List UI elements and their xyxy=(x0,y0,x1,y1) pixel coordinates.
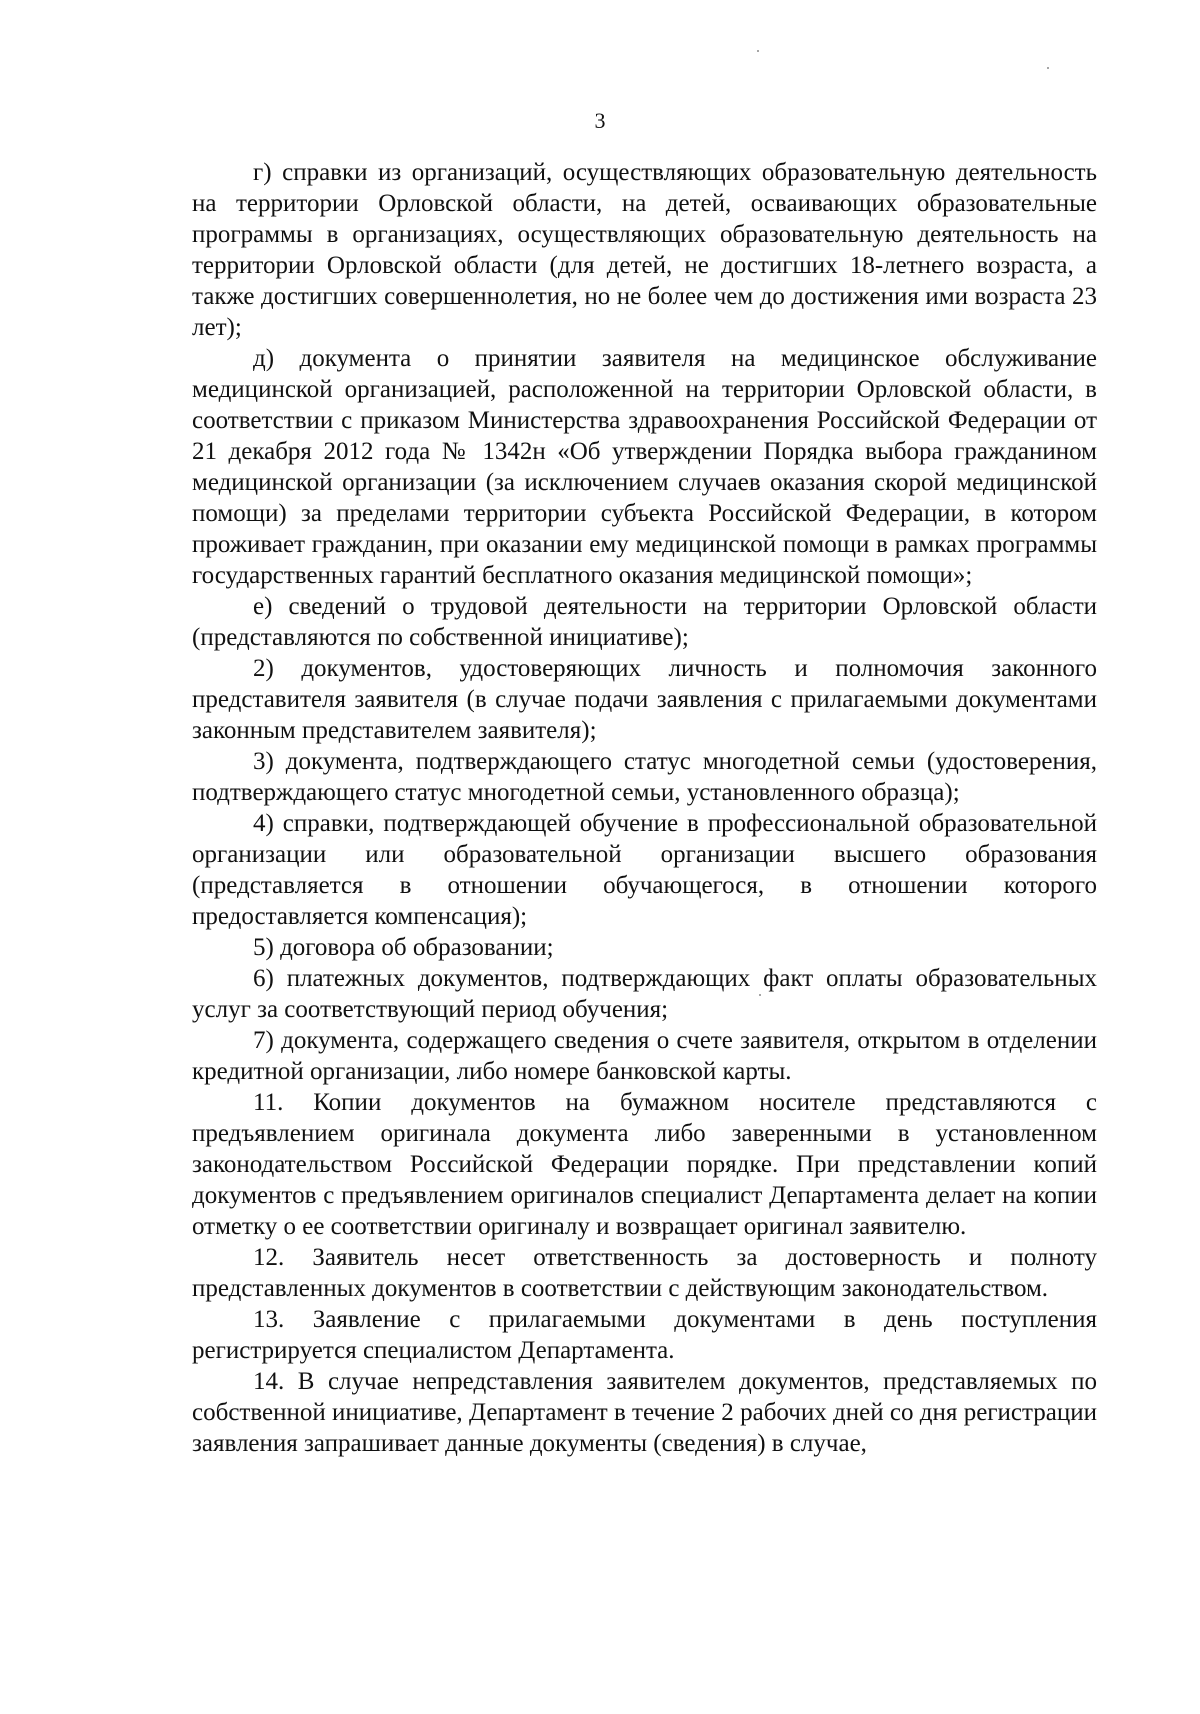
paragraph-13-registration: 13. Заявление с прилагаемыми документами в день поступления регистрируется специалистом Департамента. xyxy=(192,1306,1097,1364)
paragraph-14-document-requests: 14. В случае непредставления заявителем документов, представляемых по собственной инициативе, Департамент в течение 2 рабочих дней со дня регистрации заявления запрашивает данные документы (сведения) в случае, xyxy=(192,1368,1097,1457)
paragraph-3-large-family-status: 3) документа, подтверждающего статус многодетной семьи (удостоверения, подтверждающего статус многодетной семьи, установленного образца); xyxy=(192,748,1097,806)
paragraph-11-document-copies: 11. Копии документов на бумажном носителе представляются с предъявлением оригинала документа либо заверенными в установленном законодательством Российской Федерации порядке. При представлении копий документов с предъявлением оригиналов специалист Департамента делает на копии отметку о ее соответствии оригиналу и возвращает оригинал заявителю. xyxy=(192,1089,1097,1240)
paragraph-2-identity-documents: 2) документов, удостоверяющих личность и полномочия законного представителя заявителя (в случае подачи заявления с прилагаемыми документами законным представителем заявителя); xyxy=(192,655,1097,744)
paragraph-7-bank-account: 7) документа, содержащего сведения о счете заявителя, открытом в отделении кредитной организации, либо номере банковской карты. xyxy=(192,1027,1097,1085)
paragraph-6-payment-documents: 6) платежных документов, подтверждающих факт оплаты образовательных услуг за соответствующий период обучения; xyxy=(192,965,1097,1023)
scan-speck xyxy=(757,50,759,52)
paragraph-e-labor-info: е) сведений о трудовой деятельности на территории Орловской области (представляются по собственной инициативе); xyxy=(192,593,1097,651)
page-number: 3 xyxy=(594,108,606,133)
paragraph-d-medical-document: д) документа о принятии заявителя на медицинское обслуживание медицинской организацией, расположенной на территории Орловской области, в соответствии с приказом Министерства здравоохранения Российской Федерации от 21 декабря 2012 года № 1342н «Об утверждении Порядка выбора гражданином медицинской организации (за исключением случаев оказания скорой медицинской помощи) за пределами территории субъекта Российской Федерации, в котором проживает гражданин, при оказании ему медицинской помощи в рамках программы государственных гарантий бесплатного оказания медицинской помощи»; xyxy=(192,345,1097,589)
document-body xyxy=(192,157,1097,1459)
paragraph-5-education-contract: 5) договора об образовании; xyxy=(253,934,554,961)
scan-speck xyxy=(1047,67,1049,69)
scan-speck xyxy=(759,994,761,996)
paragraph-g-school-certificates: г) справки из организаций, осуществляющих образовательную деятельность на территории Орловской области, на детей, осваивающих образовательные программы в организациях, осуществляющих образовательную деятельность на территории Орловской области (для детей, не достигших 18-летнего возраста, а также достигших совершеннолетия, но не более чем до достижения ими возраста 23 лет); xyxy=(192,159,1097,341)
paragraph-12-applicant-responsibility: 12. Заявитель несет ответственность за достоверность и полноту представленных документов в соответствии с действующим законодательством. xyxy=(192,1244,1097,1302)
paragraph-4-study-certificate: 4) справки, подтверждающей обучение в профессиональной образовательной организации или образовательной организации высшего образования (представляется в отношении обучающегося, в отношении которого предоставляется компенсация); xyxy=(192,810,1097,930)
